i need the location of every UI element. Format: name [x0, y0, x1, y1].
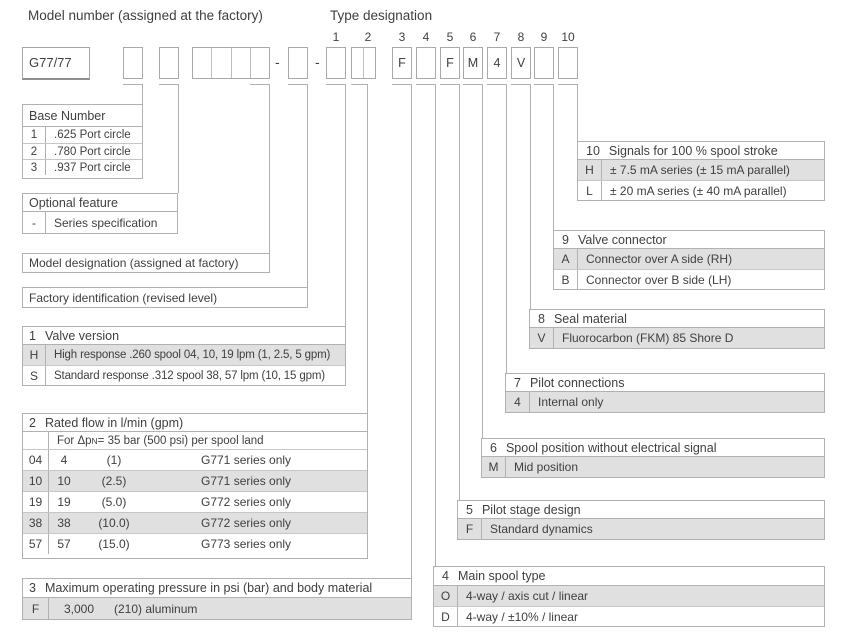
table-row [23, 127, 142, 143]
row-code: H [23, 345, 46, 365]
table-valve-version [22, 326, 346, 386]
table-row [578, 160, 824, 180]
table-pilot-connections [505, 373, 825, 413]
connector-line [435, 84, 436, 566]
table-title: Maximum operating pressure in psi (bar) and body material [44, 581, 373, 595]
table-number: 8 [538, 311, 545, 326]
row-code: - [23, 212, 46, 233]
code-box-10 [558, 47, 578, 79]
connector-line [577, 84, 578, 141]
table-title: Main spool type [457, 569, 546, 583]
table-row [23, 365, 345, 385]
pressure-psi: 3,000 [63, 601, 95, 616]
code-box-2 [351, 47, 376, 79]
position-label-7: 7 [493, 30, 501, 44]
table-title: Valve connector [577, 232, 667, 247]
row-desc: Mid position [514, 460, 579, 474]
table-title: Rated flow in l/min (gpm) [44, 415, 184, 430]
base-model-box: G77/77 [22, 47, 90, 80]
table-spool-position [481, 438, 825, 478]
row-desc: ± 7.5 mA series (± 15 mA parallel) [610, 163, 790, 177]
flow-gpm: (2.5) [101, 474, 127, 488]
connector-line [123, 84, 143, 85]
connector-line [307, 84, 308, 287]
factory-identification-label: Factory identification (revised level) [22, 287, 308, 308]
table-number: 1 [29, 328, 36, 343]
connector-line [553, 84, 554, 230]
row-code: 57 [23, 534, 49, 554]
connector-line [411, 84, 412, 578]
row-desc: Fluorocarbon (FKM) 85 Shore D [562, 331, 734, 345]
table-number: 9 [562, 232, 569, 247]
flow-lmin: 38 [57, 516, 71, 530]
row-code: 3 [23, 160, 46, 175]
table-number: 4 [442, 569, 449, 583]
row-code: V [530, 328, 554, 348]
table-signals [577, 141, 825, 201]
table-valve-connector [553, 230, 825, 290]
position-label-8: 8 [517, 30, 525, 44]
factory-identification-box [288, 47, 308, 79]
row-code: S [23, 366, 46, 385]
code-box-9 [534, 47, 554, 79]
row-desc: Standard response .312 spool 38, 57 lpm (10, 15 gpm) [54, 369, 325, 382]
table-row [23, 512, 367, 533]
table-number: 3 [29, 581, 36, 595]
connector-line [345, 84, 346, 326]
code-box-1 [326, 47, 346, 79]
flow-lmin: 4 [60, 453, 68, 467]
row-code: 38 [23, 513, 49, 533]
row-code: 10 [23, 471, 49, 491]
flow-lmin: 57 [57, 537, 71, 551]
row-desc: Connector over A side (RH) [586, 252, 733, 266]
table-title: Base Number [23, 105, 142, 127]
table-row [554, 249, 824, 269]
connector-line [511, 84, 531, 85]
flow-note: G772 series only [201, 495, 292, 509]
table-seal-material [529, 309, 825, 349]
row-desc: .780 Port circle [54, 145, 131, 158]
row-desc: Connector over B side (LH) [586, 272, 732, 287]
position-label-3: 3 [398, 30, 406, 44]
base-number-box [123, 47, 143, 79]
flow-note: G773 series only [201, 537, 292, 551]
connector-line [558, 84, 578, 85]
row-code: 19 [23, 492, 49, 512]
position-label-2: 2 [364, 30, 372, 44]
position-label-6: 6 [469, 30, 477, 44]
table-row [23, 470, 367, 491]
table-row [434, 586, 824, 606]
table-row [23, 159, 142, 175]
table-row [434, 606, 824, 626]
table-number: 6 [490, 440, 497, 455]
row-code: 1 [23, 127, 46, 143]
table-number: 10 [586, 143, 600, 158]
table-number: 5 [466, 502, 473, 517]
connector-line [142, 84, 143, 104]
pressure-bar-material: (210) aluminum [114, 601, 198, 616]
connector-line [250, 84, 270, 85]
table-number: 7 [514, 375, 521, 390]
table-title: Valve version [44, 328, 120, 343]
code-box-8: V [511, 47, 531, 79]
position-label-9: 9 [540, 30, 548, 44]
flow-note: G771 series only [201, 474, 292, 488]
connector-line [482, 84, 483, 438]
table-subheader [23, 432, 367, 449]
position-label-4: 4 [422, 30, 430, 44]
connector-line [392, 84, 412, 85]
table-row [482, 457, 824, 477]
connector-line [487, 84, 507, 85]
table-pilot-stage-design [457, 500, 825, 540]
code-box-5: F [440, 47, 460, 79]
table-main-spool-type [433, 566, 825, 627]
dash-separator: - [315, 54, 320, 70]
table-title: Pilot stage design [481, 502, 581, 517]
table-row [23, 345, 345, 365]
row-desc: Standard dynamics [490, 522, 593, 536]
row-code: F [23, 598, 49, 619]
connector-line [459, 84, 460, 500]
connector-line [178, 84, 179, 193]
connector-line [367, 84, 368, 413]
row-code: O [434, 586, 458, 606]
table-row [506, 392, 824, 412]
type-designation-label: Type designation [330, 8, 433, 23]
flow-gpm: (10.0) [98, 516, 130, 530]
flow-gpm: (5.0) [101, 495, 127, 509]
row-desc: .625 Port circle [54, 129, 131, 141]
model-designation-box [192, 47, 270, 79]
flow-note: G772 series only [201, 516, 292, 530]
row-desc: Internal only [538, 395, 604, 409]
dash-separator: - [275, 54, 280, 70]
position-label-10: 10 [561, 30, 575, 44]
row-desc: 4-way / axis cut / linear [466, 589, 589, 603]
table-title: Signals for 100 % spool stroke [608, 143, 778, 158]
code-box-7: 4 [487, 47, 507, 79]
subheader-text: For Δp N = 35 bar (500 psi) per spool land [57, 434, 264, 447]
table-row [23, 449, 367, 470]
connector-line [159, 84, 179, 85]
flow-lmin: 19 [57, 495, 71, 509]
row-code: 2 [23, 144, 46, 159]
connector-line [463, 84, 483, 85]
table-row [23, 533, 367, 554]
row-code: 4 [506, 392, 530, 412]
row-code: H [578, 160, 602, 180]
connector-line [506, 84, 507, 373]
row-desc: Series specification [54, 215, 158, 230]
connector-line [530, 84, 531, 309]
table-optional-feature [22, 193, 178, 234]
row-code: L [578, 181, 602, 200]
code-box-3: F [392, 47, 412, 79]
row-code: M [482, 457, 506, 477]
table-row [578, 180, 824, 200]
table-max-pressure [22, 578, 412, 620]
model-number-label: Model number (assigned at the factory) [28, 8, 263, 23]
table-title: Spool position without electrical signal [505, 440, 717, 455]
table-title: Pilot connections [529, 375, 625, 390]
table-row [23, 212, 177, 233]
table-row [23, 143, 142, 159]
connector-line [440, 84, 460, 85]
table-row [23, 598, 411, 619]
position-label-5: 5 [446, 30, 454, 44]
row-code: 04 [23, 450, 49, 470]
row-desc: ± 20 mA series (± 40 mA parallel) [610, 183, 787, 198]
row-desc: 4-way / ±10% / linear [466, 609, 578, 624]
table-title: Seal material [553, 311, 627, 326]
row-desc: High response .260 spool 04, 10, 19 lpm (1, 2.5, 5 gpm) [54, 349, 331, 361]
flow-lmin: 10 [57, 474, 71, 488]
connector-line [534, 84, 554, 85]
row-code: F [458, 519, 482, 539]
row-code: A [554, 249, 578, 269]
code-box-6: M [463, 47, 483, 79]
position-label-1: 1 [332, 30, 340, 44]
flow-gpm: (15.0) [98, 537, 130, 551]
table-row [458, 519, 824, 539]
connector-line [416, 84, 436, 85]
flow-note: G771 series only [201, 453, 292, 467]
table-rated-flow [22, 413, 368, 559]
table-base-number [22, 104, 143, 179]
model-designation-label: Model designation (assigned at factory) [22, 253, 270, 273]
connector-line [288, 84, 308, 85]
row-code: D [434, 607, 458, 626]
row-code: B [554, 270, 578, 289]
table-row [554, 269, 824, 289]
row-desc: .937 Port circle [54, 161, 131, 174]
connector-line [326, 84, 346, 85]
table-row [530, 328, 824, 348]
optional-feature-box [159, 47, 179, 79]
table-number: 2 [29, 415, 36, 430]
connector-line [351, 84, 368, 85]
flow-gpm: (1) [106, 453, 122, 467]
code-box-4 [416, 47, 436, 79]
table-title: Optional feature [23, 194, 177, 212]
table-row [23, 491, 367, 512]
connector-line [269, 84, 270, 253]
